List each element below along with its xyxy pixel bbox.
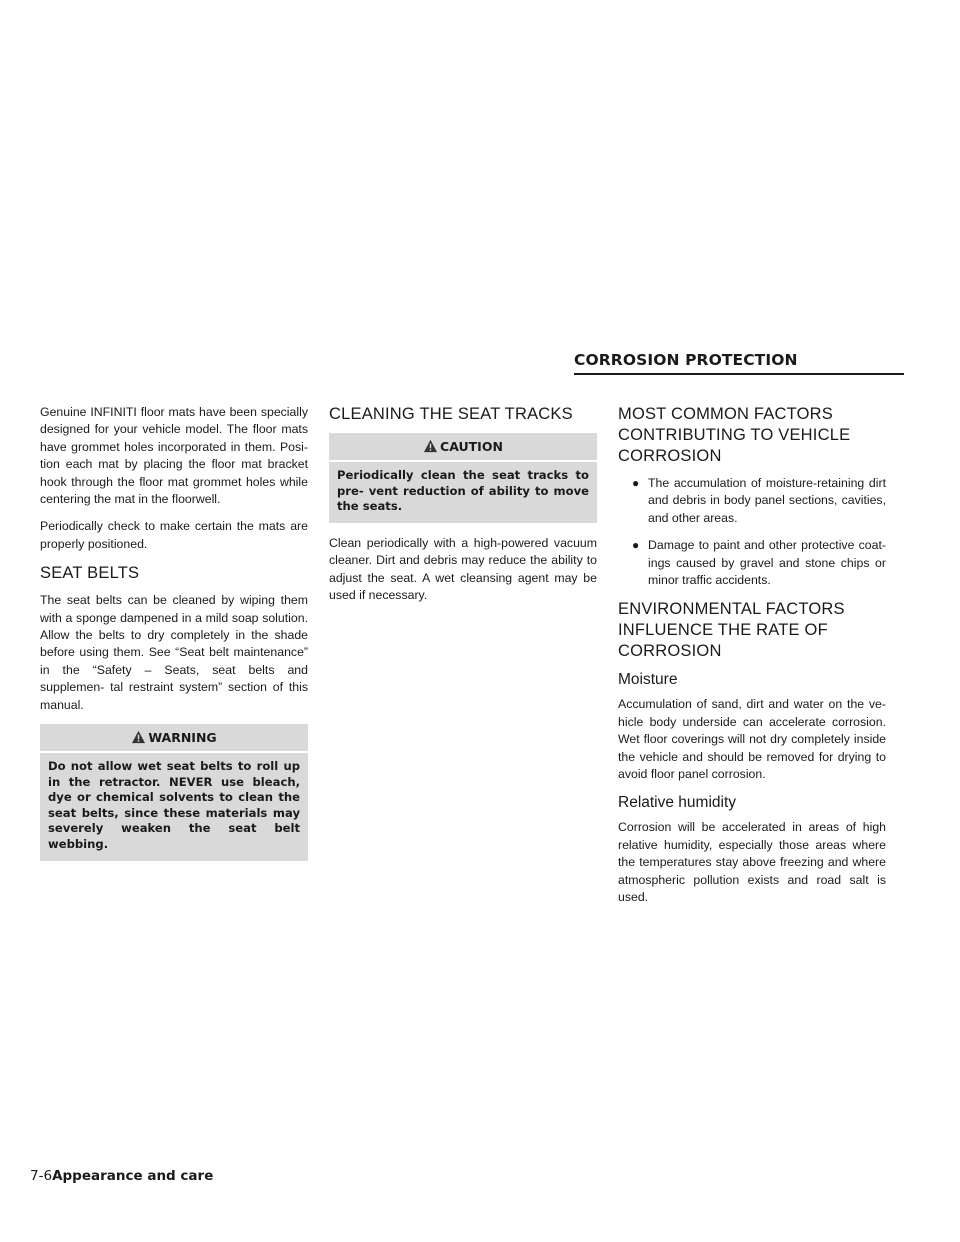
warning-label: WARNING (148, 730, 217, 746)
list-item-text: Damage to paint and other protective coat- ings caused by gravel and stone chips or minor traffic accidents. (648, 538, 886, 588)
moisture-paragraph: Accumulation of sand, dirt and water on the ve- hicle body underside can accelerate corrosion. Wet floor coverings will not dry completely inside the vehicle and should be removed for drying to avoid floor panel corrosion. (618, 697, 886, 782)
section-header: CORROSION PROTECTION (574, 351, 904, 375)
warning-text: Do not allow wet seat belts to roll up in the retractor. NEVER use bleach, dye or chemical solvents to clean the seat belts, since these materials may severely weaken the seat belt webbing. (48, 759, 300, 852)
environmental-factors-heading: ENVIRONMENTAL FACTORS INFLUENCE THE RATE OF CORROSION (618, 600, 845, 661)
warning-icon (131, 730, 146, 744)
caution-header (329, 433, 597, 462)
column-left (40, 404, 308, 873)
list-item (618, 475, 886, 527)
seat-tracks-heading: CLEANING THE SEAT TRACKS (329, 405, 573, 423)
warning-header (40, 724, 308, 753)
mats-check-paragraph: Periodically check to make certain the mats are properly positioned. (40, 519, 308, 551)
humidity-heading: Relative humidity (618, 794, 737, 812)
floor-mats-paragraph: Genuine INFINITI floor mats have been specially designed for your vehicle model. The floor mats have grommet holes incorporated in them. Posi- tion each mat by placing the floor mat bracket hook through the floor mat grommet holes while centering the mat in the floorwell. (40, 405, 308, 507)
column-middle (329, 404, 597, 614)
caution-icon (423, 439, 438, 453)
bullet-icon: ● (632, 476, 640, 490)
warning-box (40, 724, 308, 861)
page-footer (30, 1168, 213, 1184)
list-item-text: The accumulation of moisture-retaining dirt and debris in body panel sections, cavities, and other areas. (648, 476, 886, 525)
seat-belts-paragraph: The seat belts can be cleaned by wiping them with a sponge dampened in a mild soap solution. Allow the belts to dry completely in the shade before using them. See “Seat belt maintenance” in the “Safety – Seats, seat belts and supplemen- tal restraint system” section of this manual. (40, 593, 308, 712)
page-number: 7-6 (30, 1168, 53, 1184)
seat-tracks-paragraph: Clean periodically with a high-powered vacuum cleaner. Dirt and debris may reduce the ability to adjust the seat. A wet cleansing agent may be used if necessary. (329, 535, 597, 602)
caution-label: CAUTION (440, 439, 503, 454)
common-factors-heading: MOST COMMON FACTORS CONTRIBUTING TO VEHICLE CORROSION (618, 405, 851, 465)
humidity-paragraph: Corrosion will be accelerated in areas of high relative humidity, especially those areas where the temperatures stay above freezing and where atmospheric pollution exists and road salt is used. (618, 820, 886, 905)
caution-text: Periodically clean the seat tracks to pre- vent reduction of ability to move the seats. (337, 468, 589, 514)
moisture-heading: Moisture (618, 671, 678, 689)
factors-list (618, 475, 886, 589)
chapter-title: Appearance and care (52, 1168, 214, 1184)
list-item (618, 537, 886, 589)
seat-belts-heading: SEAT BELTS (40, 564, 140, 583)
column-right (618, 404, 886, 917)
caution-box (329, 433, 597, 523)
bullet-icon: ● (632, 538, 640, 553)
